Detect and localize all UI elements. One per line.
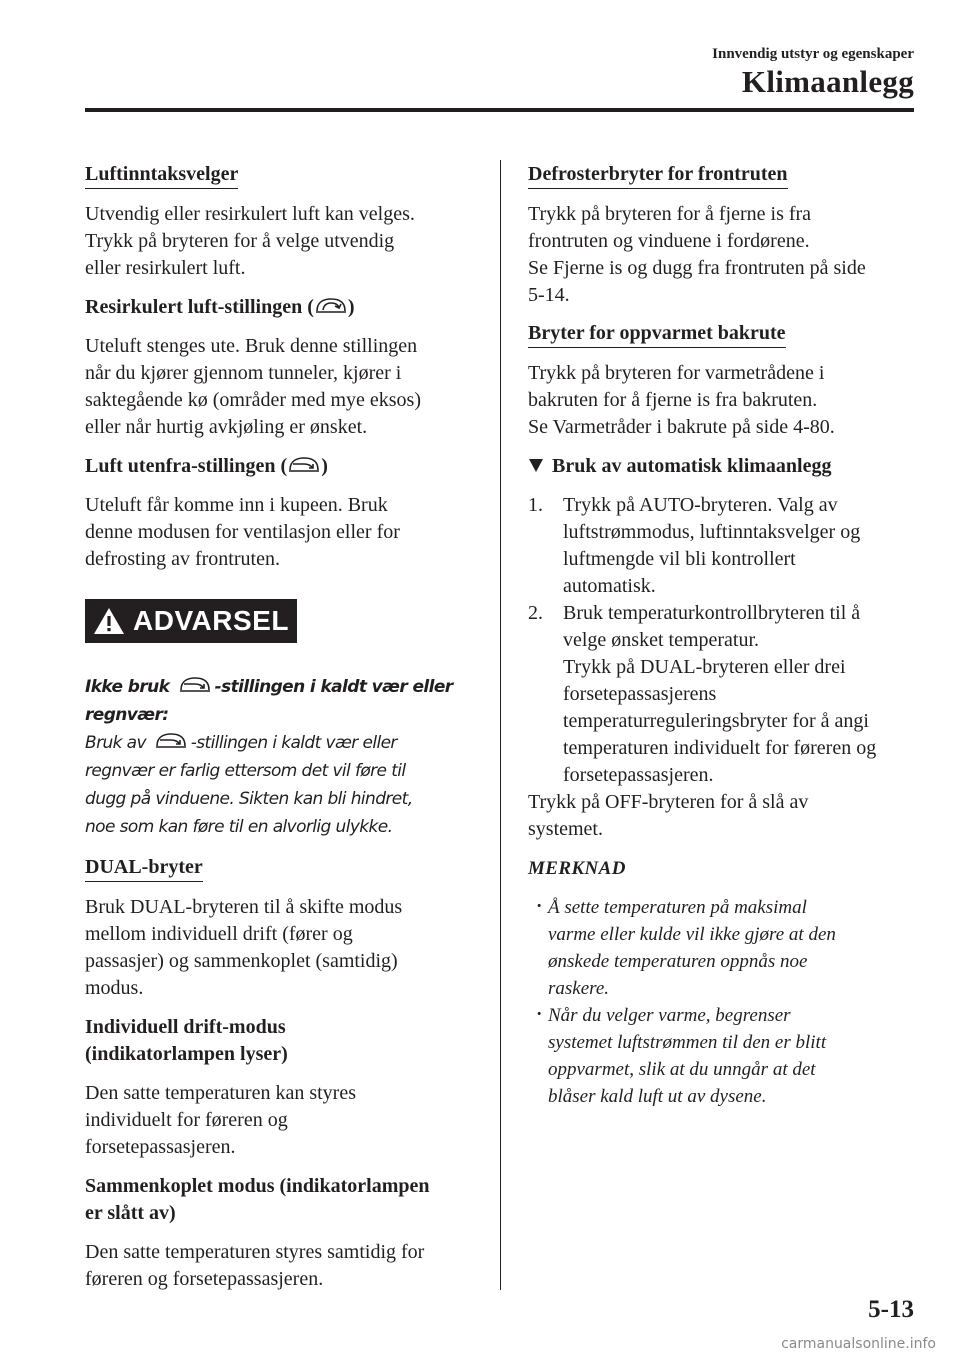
subheading-linked-mode: Sammenkoplet modus (indikatorlampen er slått av)	[85, 1175, 430, 1224]
recirculation-icon	[314, 296, 348, 314]
notes-list	[528, 894, 920, 1110]
subheading-individual-mode: Individuell drift-modus (indikatorlampen lyser)	[85, 1016, 288, 1065]
header-section: Innvendig utstyr og egenskaper	[712, 46, 914, 62]
warning-icon	[93, 606, 125, 636]
page-number: 5-13	[868, 1296, 914, 1323]
paragraph: Uteluft stenges ute. Bruk denne stillingen når du kjører gjennom tunneler, kjører i saktegående kø (områder med mye eksos) eller når hurtig avkjøling er ønsket.	[85, 335, 421, 438]
steps-list	[528, 492, 920, 789]
list-item: · Når du velger varme, begrenser systemet luftstrømmen til den er blitt oppvarmet, slik at du unngår at det blåser kald luft ut av dysene.	[528, 1002, 920, 1110]
right-column	[528, 160, 920, 1110]
triangle-down-icon	[528, 457, 544, 473]
heading-defroster: Defrosterbryter for frontruten	[528, 162, 788, 189]
outside-air-icon	[175, 675, 215, 693]
list-item: · Å sette temperaturen på maksimal varme eller kulde vil ikke gjøre at den ønskede temperaturen oppnås noe raskere.	[528, 894, 920, 1002]
outside-air-icon	[287, 455, 321, 473]
list-item: 1. Trykk på AUTO-bryteren. Valg av luftstrømmodus, luftinntaksvelger og luftmengde vil bli kontrollert automatisk.	[528, 494, 861, 597]
subheading-outside-air: Luft utenfra-stillingen ( )	[85, 455, 328, 477]
paragraph: Den satte temperaturen styres samtidig for føreren og forsetepassasjeren.	[85, 1241, 425, 1290]
paragraph: Trykk på bryteren for å fjerne is fra frontruten og vinduene i fordørene. Se Fjerne is og dugg fra frontruten på side 5-14.	[528, 203, 866, 306]
heading-dual-bryter: DUAL-bryter	[85, 855, 203, 882]
list-item: 2. Bruk temperaturkontrollbryteren til å velge ønsket temperatur. Trykk på DUAL-bryteren eller drei forsetepassasjerens temperaturreguleringsbryter for å angi temperaturen individuelt for føreren og forsetepassasjeren.	[528, 602, 877, 786]
paragraph: Trykk på OFF-bryteren for å slå av systemet.	[528, 791, 809, 840]
heading-automatic-climate: Bruk av automatisk klimaanlegg	[528, 453, 920, 480]
left-column	[85, 160, 475, 1293]
paragraph: Utvendig eller resirkulert luft kan velges. Trykk på bryteren for å velge utvendig eller resirkulert luft.	[85, 203, 415, 279]
paragraph: Den satte temperaturen kan styres individuelt for føreren og forsetepassasjeren.	[85, 1082, 357, 1158]
paragraph: Uteluft får komme inn i kupeen. Bruk denne modusen for ventilasjon eller for defrosting av frontruten.	[85, 494, 400, 570]
warning-body: Ikke bruk -stillingen i kaldt vær eller regnvær: Bruk av -stillingen i kaldt vær eller regnvær er farlig ettersom det vil føre til dugg på vinduene. Sikten kan bli hindret, noe som kan føre til en alvorlig ulykke.	[85, 677, 453, 837]
column-divider	[500, 160, 501, 1290]
paragraph: Bruk DUAL-bryteren til å skifte modus mellom individuell drift (fører og passasjer) og sammenkoplet (samtidig) modus.	[85, 896, 403, 999]
subheading-recirc: Resirkulert luft-stillingen ( )	[85, 296, 355, 318]
paragraph: Trykk på bryteren for varmetrådene i bakruten for å fjerne is fra bakruten. Se Varmetråder i bakrute på side 4-80.	[528, 362, 835, 438]
header-rule	[85, 108, 914, 112]
heading-luftinntaksvelger: Luftinntaksvelger	[85, 162, 238, 189]
heading-rear-defroster: Bryter for oppvarmet bakrute	[528, 321, 786, 348]
warning-label: ADVARSEL	[133, 605, 289, 636]
note-label: MERKNAD	[528, 858, 626, 879]
watermark: carmanualsonline.info	[781, 1336, 936, 1352]
warning-badge	[85, 599, 297, 643]
outside-air-icon	[151, 731, 191, 749]
header-title: Klimaanlegg	[741, 64, 914, 99]
